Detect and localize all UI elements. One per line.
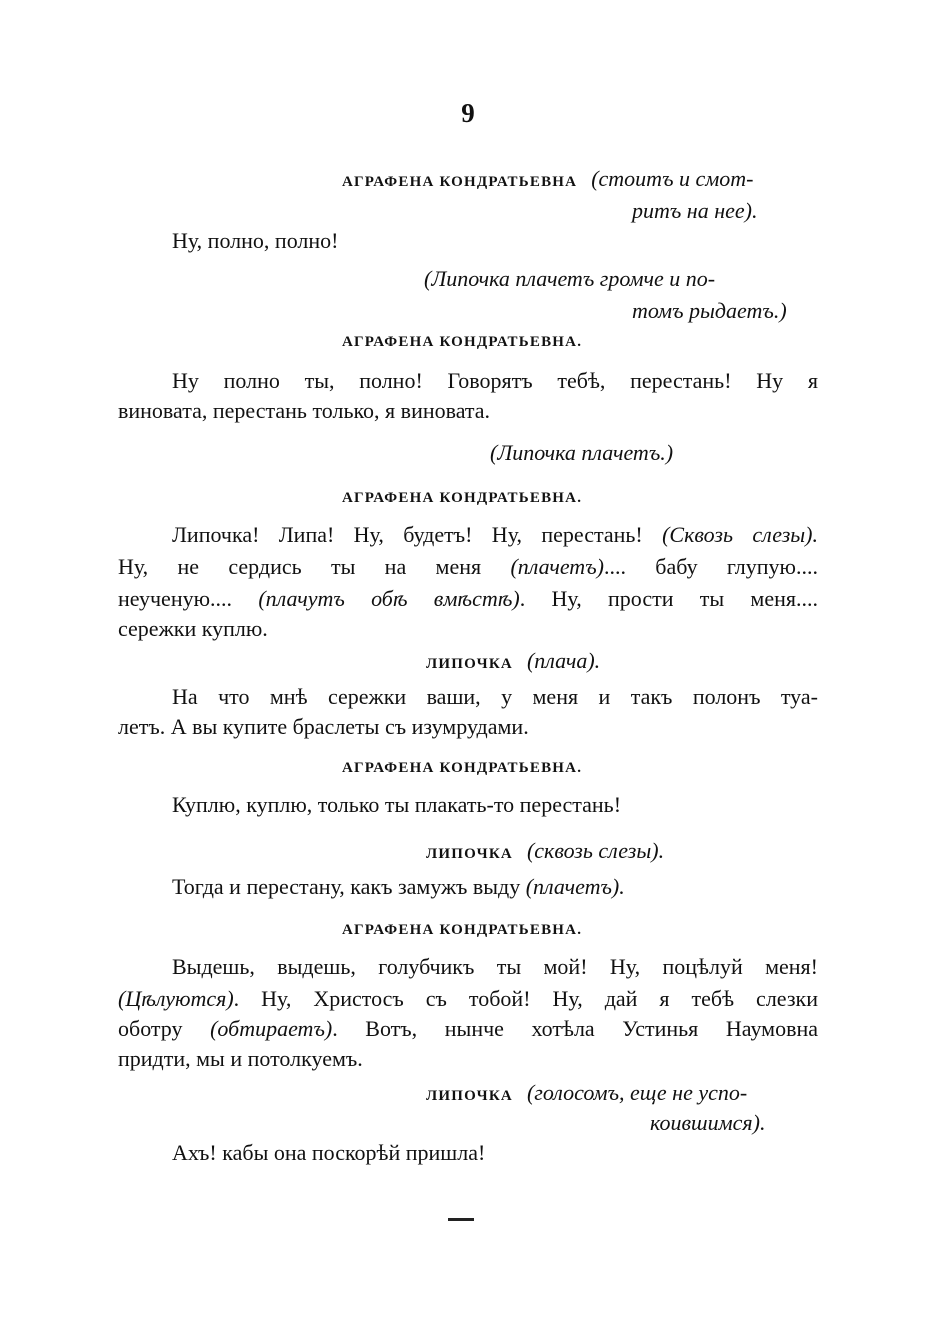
dialogue-line <box>172 874 625 900</box>
stage-direction: (плачутъ обѣ вмѣстѣ) <box>258 586 520 611</box>
speaker-lipochka <box>426 1080 747 1106</box>
stage-direction: (стоитъ и смот- <box>591 166 754 191</box>
dialogue-text: Липочка! Липа! Ну, будетъ! Ну, перестань! <box>172 522 663 547</box>
stage-direction: (обтираетъ) <box>210 1016 333 1041</box>
speaker-agrafena <box>342 166 754 192</box>
dialogue-line <box>172 522 818 548</box>
stage-direction: (Липочка плачетъ.) <box>490 440 674 465</box>
stage-direction: (плачетъ) <box>510 554 604 579</box>
dialogue-text: . Ну, Христосъ съ тобой! Ну, дай я тебѣ слезки <box>233 986 818 1011</box>
dialogue-text: оботру <box>118 1016 211 1041</box>
speaker-agrafena: АГРАФЕНА КОНДРАТЬЕВНА. <box>342 490 583 506</box>
dialogue-line <box>118 554 818 580</box>
dialogue-line: виновата, перестань только, я виновата. <box>118 398 491 423</box>
dialogue-text: Тогда и перестану, какъ замужъ выду <box>172 874 526 899</box>
speaker-agrafena: АГРАФЕНА КОНДРАТЬЕВНА. <box>342 922 583 938</box>
page-number: 9 <box>461 98 475 128</box>
dialogue-text: . Ну, прости ты меня.... <box>519 586 819 611</box>
speaker-lipochka <box>426 648 600 674</box>
dialogue-line: Ну, полно, полно! <box>172 228 339 253</box>
dialogue-line: летъ. А вы купите браслеты съ изумрудами. <box>118 714 529 739</box>
speaker-name: ЛИПОЧКА <box>426 656 513 672</box>
speaker-name: ЛИПОЧКА <box>426 1088 513 1104</box>
stage-direction: (Липочка плачетъ громче и по- <box>424 266 716 291</box>
dialogue-line: Ну полно ты, полно! Говорятъ тебѣ, перестань! Ну я <box>172 368 818 393</box>
stage-direction: (голосомъ, еще не успо- <box>526 1080 748 1105</box>
stage-direction: (плача). <box>526 648 601 673</box>
dialogue-line: На что мнѣ сережки ваши, у меня и такъ полонъ туа- <box>172 684 818 709</box>
footer-rule <box>448 1218 474 1221</box>
stage-direction-cont: ритъ на нее). <box>632 198 758 223</box>
dialogue-line <box>118 1016 818 1042</box>
dialogue-text: Ну, не сердись ты на меня <box>118 554 511 579</box>
speaker-lipochka <box>426 838 664 864</box>
dialogue-line: придти, мы и потолкуемъ. <box>118 1046 363 1071</box>
dialogue-line: Куплю, куплю, только ты плакать-то перестань! <box>172 792 622 817</box>
dialogue-line <box>118 586 818 612</box>
speaker-name: ЛИПОЧКА <box>426 846 513 862</box>
stage-direction-cont: коившимся). <box>650 1110 766 1135</box>
stage-direction: (Цѣлуются) <box>118 986 234 1011</box>
dialogue-text: неученую.... <box>118 586 259 611</box>
speaker-agrafena: АГРАФЕНА КОНДРАТЬЕВНА. <box>342 760 583 776</box>
dialogue-text: .... бабу глупую.... <box>603 554 818 579</box>
stage-direction-cont: томъ рыдаетъ.) <box>632 298 787 323</box>
speaker-name: АГРАФЕНА КОНДРАТЬЕВНА <box>342 174 578 190</box>
speaker-agrafena: АГРАФЕНА КОНДРАТЬЕВНА. <box>342 334 583 350</box>
stage-direction: (плачетъ). <box>525 874 625 899</box>
dialogue-line: Выдешь, выдешь, голубчикъ ты мой! Ну, поцѣлуй меня! <box>172 954 818 979</box>
dialogue-line: Ахъ! кабы она поскорѣй пришла! <box>172 1140 486 1165</box>
dialogue-text: . Вотъ, нынче хотѣла Устинья Наумовна <box>332 1016 818 1041</box>
dialogue-line: сережки куплю. <box>118 616 268 641</box>
dialogue-line <box>118 986 818 1012</box>
stage-direction: (сквозь слезы). <box>526 838 665 863</box>
stage-direction: (Сквозь слезы). <box>662 522 819 547</box>
